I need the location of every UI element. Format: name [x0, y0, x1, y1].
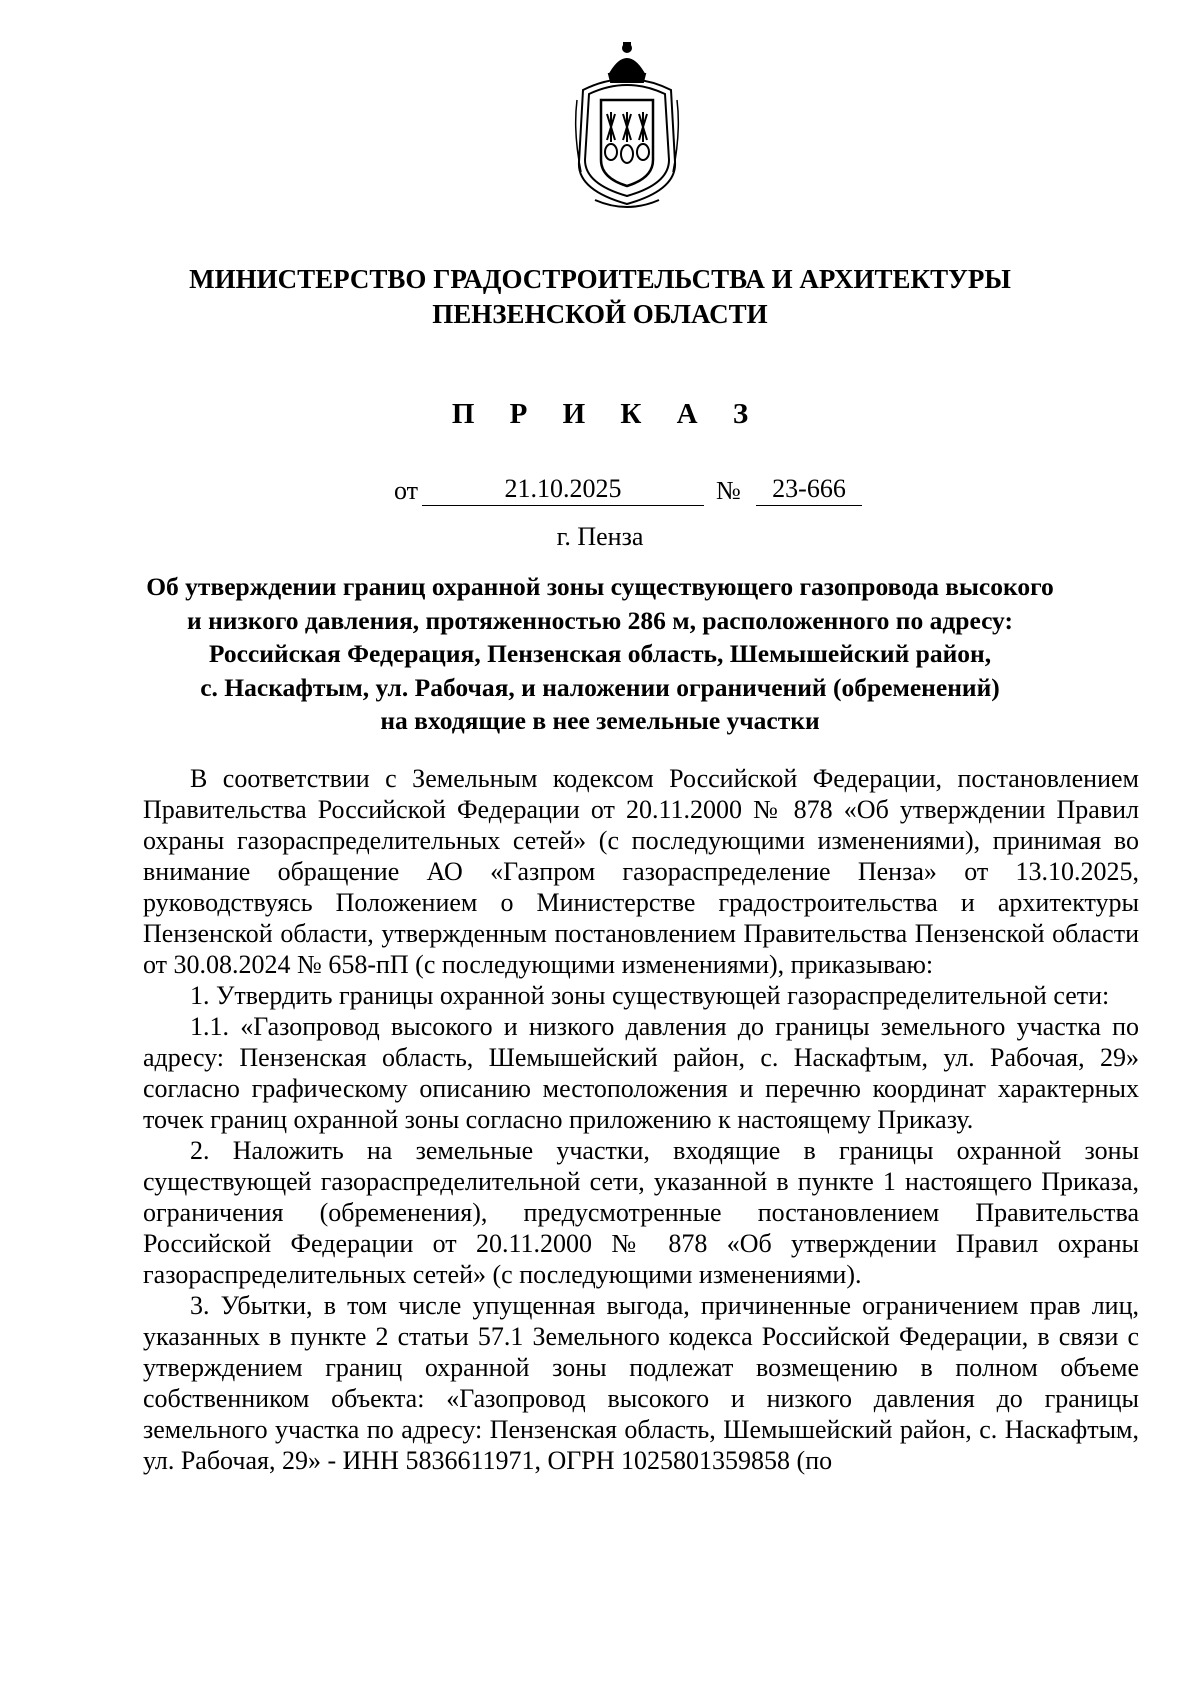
date-prefix: от	[394, 476, 419, 505]
number-prefix: №	[716, 476, 741, 505]
coat-of-arms-icon	[571, 42, 683, 212]
clause-paragraph: 1. Утвердить границы охранной зоны существующей газораспределительной сети:	[190, 981, 1110, 1010]
subject-line: Российская Федерация, Пензенская область, Шемышейский район,	[208, 639, 992, 668]
ministry-name-line1: МИНИСТЕРСТВО ГРАДОСТРОИТЕЛЬСТВА И АРХИТЕКТУРЫ	[189, 264, 1011, 294]
order-number: 23-666	[756, 473, 862, 506]
subject-line: на входящие в нее земельные участки	[380, 706, 820, 735]
subject-line: Об утверждении границ охранной зоны существующего газопровода высокого	[146, 572, 1054, 601]
preamble-paragraph: В соответствии с Земельным кодексом Российской Федерации, постановлением Правительства Российской Федерации от 20.11.2000 № 878 «Об утверждении Правил охраны газораспределительных сетей» (с последующими изменениями), принимая во внимание обращение АО «Газпром газораспределение Пенза» от 13.10.2025, руководствуясь Положением о Министерстве градостроительства и архитектуры Пензенской области, утвержденным постановлением Правительства Пензенской области от 30.08.2024 № 658-пП (с последующими изменениями), приказываю:	[143, 764, 1139, 979]
document-type-heading: П Р И К А З	[451, 398, 763, 430]
order-subject	[110, 570, 1090, 738]
city: г. Пенза	[556, 522, 644, 551]
clause-paragraph: 3. Убытки, в том числе упущенная выгода, причиненные ограничением прав лиц, указанных в пункте 2 статьи 57.1 Земельного кодекса Российской Федерации, в связи с утверждением границ охранной зоны подлежат возмещению в полном объеме собственником объекта: «Газопровод высокого и низкого давления до границы земельного участка по адресу: Пензенская область, Шемышейский район, с. Наскафтым, ул. Рабочая, 29» - ИНН 5836611971, ОГРН 1025801359858 (по	[143, 1291, 1139, 1475]
subject-line: с. Наскафтым, ул. Рабочая, и наложении ограничений (обременений)	[200, 672, 1000, 702]
ministry-name	[0, 262, 1200, 332]
clause-paragraph: 2. Наложить на земельные участки, входящие в границы охранной зоны существующей газораспределительной сети, указанной в пункте 1 настоящего Приказа, ограничения (обременения), предусмотренные постановлением Правительства Российской Федерации от 20.11.2000 № 878 «Об утверждении Правил охраны газораспределительных сетей» (с последующими изменениями).	[143, 1136, 1139, 1289]
order-body	[143, 763, 1139, 1476]
subject-line: и низкого давления, протяженностью 286 м, расположенного по адресу:	[187, 605, 1013, 635]
ministry-name-line2: ПЕНЗЕНСКОЙ ОБЛАСТИ	[432, 299, 768, 329]
clause-paragraph: 1.1. «Газопровод высокого и низкого давления до границы земельного участка по адресу: Пензенская область, Шемышейский район, с. Наскафтым, ул. Рабочая, 29» согласно графическому описанию местоположения и перечню координат характерных точек границ охранной зоны согласно приложению к настоящему Приказу.	[143, 1012, 1139, 1134]
order-date: 21.10.2025	[422, 473, 704, 506]
